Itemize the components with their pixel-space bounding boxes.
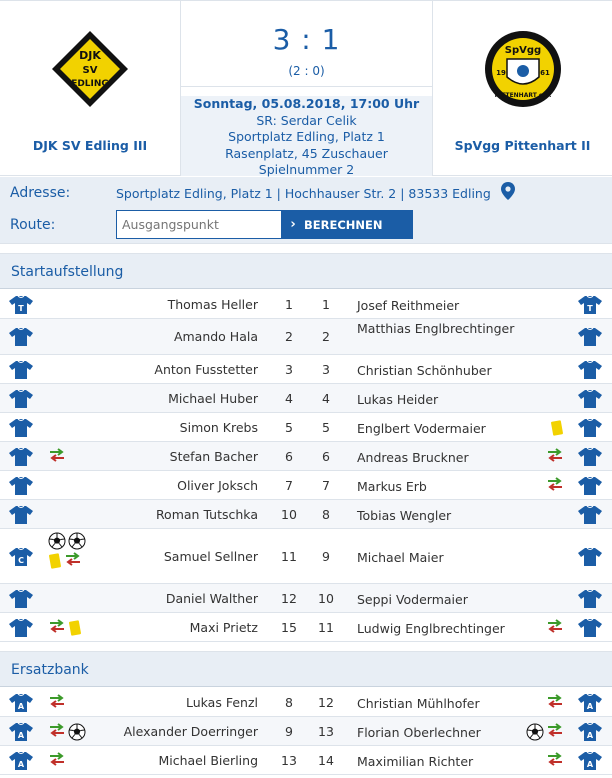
home-player-number: 4	[285, 390, 293, 406]
home-shirt-icon	[9, 390, 33, 408]
away-player-number: 5	[322, 419, 330, 435]
away-player-name[interactable]: Markus Erb	[357, 478, 427, 494]
away-team-name[interactable]: SpVgg Pittenhart II	[454, 138, 591, 153]
yellow-card-icon	[68, 619, 82, 637]
route-button-label: BERECHNEN	[304, 217, 383, 232]
home-player-name[interactable]: Simon Krebs	[179, 419, 258, 435]
home-shirt-icon	[9, 296, 33, 314]
away-player-name[interactable]: Lukas Heider	[357, 391, 439, 407]
away-shirt-icon	[578, 361, 602, 379]
chevron-right-icon: ›	[290, 217, 296, 232]
away-logo-left: 19	[495, 69, 506, 77]
away-player-number: 7	[322, 477, 330, 493]
svg-text:A: A	[17, 730, 25, 740]
away-player-name[interactable]: Florian Oberlechner	[357, 724, 481, 740]
home-shirt-icon	[9, 477, 33, 495]
home-player-number: 5	[285, 419, 293, 435]
substitution-icon	[546, 694, 564, 708]
svg-text:A: A	[17, 701, 25, 711]
away-shirt-icon	[578, 477, 602, 495]
substitution-icon	[48, 752, 66, 766]
home-shirt-icon	[9, 752, 33, 770]
map-pin-icon[interactable]	[501, 182, 515, 200]
away-player-name[interactable]: Maximilian Richter	[357, 753, 474, 769]
home-player-name[interactable]: Anton Fusstetter	[154, 361, 258, 377]
away-player-name[interactable]: Matthias Englbrechtinger	[357, 321, 515, 336]
goal-icon	[48, 532, 66, 550]
away-events	[526, 723, 564, 741]
svg-text:A: A	[17, 759, 25, 769]
home-player-name[interactable]: Michael Huber	[168, 390, 258, 406]
away-shirt-icon	[578, 752, 602, 770]
home-logo-middle: SV	[82, 65, 98, 76]
away-player-name[interactable]: Christian Schönhuber	[357, 362, 492, 378]
away-player-name[interactable]: Ludwig Englbrechtinger	[357, 620, 505, 636]
home-player-number: 15	[281, 619, 297, 635]
away-player-number: 1	[322, 296, 330, 312]
away-shirt-icon	[578, 296, 602, 314]
away-events	[546, 448, 564, 462]
away-player-number: 14	[318, 752, 334, 768]
final-score: 3 : 1	[272, 23, 341, 56]
score-box	[181, 1, 432, 87]
away-events	[546, 619, 564, 633]
address-label: Adresse:	[10, 185, 71, 201]
away-player-name[interactable]: Christian Mühlhofer	[357, 695, 480, 711]
goal-icon	[68, 532, 86, 550]
home-player-number: 10	[281, 506, 297, 522]
home-player-name[interactable]: Roman Tutschka	[155, 506, 258, 522]
home-player-number: 9	[285, 723, 293, 739]
substitution-icon	[48, 723, 66, 737]
away-player-number: 13	[318, 723, 334, 739]
substitution-icon	[546, 448, 564, 462]
away-player-name[interactable]: Englbert Vodermaier	[357, 420, 486, 436]
away-player-name[interactable]: Seppi Vodermaier	[357, 591, 468, 607]
route-label: Route:	[10, 217, 56, 233]
home-shirt-icon	[9, 694, 33, 712]
away-shirt-icon	[578, 419, 602, 437]
away-player-number: 10	[318, 590, 334, 606]
referee: SR: Serdar Celik	[256, 112, 357, 128]
home-player-name[interactable]: Daniel Walther	[165, 590, 258, 606]
away-shirt-icon	[578, 694, 602, 712]
substitution-icon	[64, 552, 82, 566]
home-player-name[interactable]: Alexander Doerringer	[123, 723, 258, 739]
match-info	[181, 96, 432, 176]
home-player-number: 7	[285, 477, 293, 493]
home-player-number: 11	[281, 548, 297, 564]
home-logo-bottom: EDLING	[71, 79, 109, 89]
svg-text:T: T	[18, 303, 24, 313]
home-team-logo	[50, 29, 130, 109]
home-shirt-icon	[9, 419, 33, 437]
away-player-number: 8	[322, 506, 330, 522]
home-events	[48, 723, 86, 741]
away-events	[546, 752, 564, 766]
away-player-name[interactable]: Tobias Wengler	[357, 507, 452, 523]
substitution-icon	[546, 723, 564, 737]
home-shirt-icon	[9, 448, 33, 466]
section-lineup-title: Startaufstellung	[11, 264, 124, 280]
away-shirt-icon	[578, 390, 602, 408]
home-events	[48, 448, 66, 462]
lineup-row	[0, 413, 612, 442]
surface-attendance: Rasenplatz, 45 Zuschauer	[225, 145, 388, 161]
svg-text:A: A	[586, 759, 594, 769]
lineup-row	[0, 471, 612, 500]
home-player-name[interactable]: Samuel Sellner	[163, 548, 258, 564]
route-start-input[interactable]	[116, 210, 282, 239]
bench-row	[0, 717, 612, 746]
home-shirt-icon	[9, 590, 33, 608]
away-shirt-icon	[578, 328, 602, 346]
home-team-name[interactable]: DJK SV Edling III	[32, 138, 148, 153]
home-player-number: 6	[285, 448, 293, 464]
score-panel	[180, 1, 432, 175]
away-logo-top: SpVgg	[504, 45, 541, 56]
home-player-name[interactable]: Maxi Prietz	[189, 619, 258, 635]
home-player-number: 1	[285, 296, 293, 312]
match-number: Spielnummer 2	[258, 162, 355, 177]
home-player-name[interactable]: Stefan Bacher	[169, 448, 258, 464]
substitution-icon	[48, 619, 66, 633]
away-player-number: 11	[318, 619, 334, 635]
home-player-number: 8	[285, 694, 293, 710]
svg-text:A: A	[586, 701, 594, 711]
substitution-icon	[546, 752, 564, 766]
lineup-row	[0, 384, 612, 413]
home-player-number: 12	[281, 590, 297, 606]
away-player-number: 4	[322, 390, 330, 406]
home-shirt-icon	[9, 361, 33, 379]
away-player-number: 2	[322, 329, 330, 344]
address-value[interactable]: Sportplatz Edling, Platz 1 | Hochhauser Str. 2 | 83533 Edling	[116, 186, 491, 201]
home-shirt-icon	[9, 619, 33, 637]
away-player-number: 9	[322, 548, 330, 564]
home-shirt-icon	[9, 548, 33, 566]
goal-icon	[68, 723, 86, 741]
home-shirt-icon	[9, 723, 33, 741]
away-logo-right: 61	[539, 69, 550, 77]
yellow-card-icon	[550, 419, 564, 437]
yellow-card-icon	[48, 552, 62, 570]
svg-text:C: C	[18, 555, 24, 565]
home-player-number: 3	[285, 361, 293, 377]
lineup-row	[0, 613, 612, 642]
away-shirt-icon	[578, 448, 602, 466]
substitution-icon	[48, 694, 66, 708]
bench-row	[0, 746, 612, 775]
away-shirt-icon	[578, 548, 602, 566]
away-events	[546, 477, 564, 491]
home-team-block[interactable]	[0, 1, 180, 175]
home-player-name[interactable]: Amando Hala	[173, 329, 258, 344]
home-logo-top: DJK	[79, 49, 101, 62]
home-player-name[interactable]: Thomas Heller	[167, 296, 258, 312]
halftime-score: (2 : 0)	[288, 64, 325, 78]
lineup-row	[0, 442, 612, 471]
venue: Sportplatz Edling, Platz 1	[228, 129, 385, 144]
bench-row	[0, 688, 612, 717]
home-events	[48, 532, 88, 570]
home-player-name[interactable]: Lukas Fenzl	[186, 694, 258, 710]
home-player-number: 13	[281, 752, 297, 768]
away-shirt-icon	[578, 506, 602, 524]
away-events	[546, 694, 564, 708]
lineup-row	[0, 500, 612, 529]
away-events	[550, 419, 564, 437]
away-player-number: 12	[318, 694, 334, 710]
away-player-number: 3	[322, 361, 330, 377]
away-player-name[interactable]: Andreas Bruckner	[357, 449, 469, 465]
away-shirt-icon	[578, 723, 602, 741]
away-logo-bottom: PITTENHART e.V.	[494, 92, 551, 99]
away-player-name[interactable]: Michael Maier	[357, 549, 444, 565]
lineup-row	[0, 290, 612, 319]
home-player-number: 2	[285, 329, 293, 344]
substitution-icon	[546, 619, 564, 633]
home-events	[48, 619, 82, 637]
match-header	[0, 0, 612, 176]
home-shirt-icon	[9, 328, 33, 346]
home-player-name[interactable]: Michael Bierling	[158, 752, 258, 768]
svg-text:A: A	[586, 730, 594, 740]
svg-text:T: T	[587, 303, 593, 313]
home-events	[48, 752, 66, 766]
home-shirt-icon	[9, 506, 33, 524]
away-shirt-icon	[578, 619, 602, 637]
substitution-icon	[546, 477, 564, 491]
away-shirt-icon	[578, 590, 602, 608]
address-box	[0, 177, 612, 244]
away-team-logo	[483, 29, 563, 109]
away-player-name[interactable]: Josef Reithmeier	[357, 297, 460, 313]
lineup-row	[0, 355, 612, 384]
section-lineup	[0, 253, 612, 289]
away-player-number: 6	[322, 448, 330, 464]
home-player-name[interactable]: Oliver Joksch	[177, 477, 258, 493]
section-bench	[0, 651, 612, 687]
route-calculate-button[interactable]	[282, 210, 413, 239]
away-team-block[interactable]	[432, 1, 612, 175]
lineup-row	[0, 584, 612, 613]
home-events	[48, 694, 66, 708]
section-bench-title: Ersatzbank	[11, 662, 89, 678]
lineup-row	[0, 529, 612, 584]
substitution-icon	[48, 448, 66, 462]
match-date: Sonntag, 05.08.2018, 17:00 Uhr	[193, 96, 420, 111]
lineup-row	[0, 319, 612, 355]
goal-icon	[526, 723, 544, 741]
